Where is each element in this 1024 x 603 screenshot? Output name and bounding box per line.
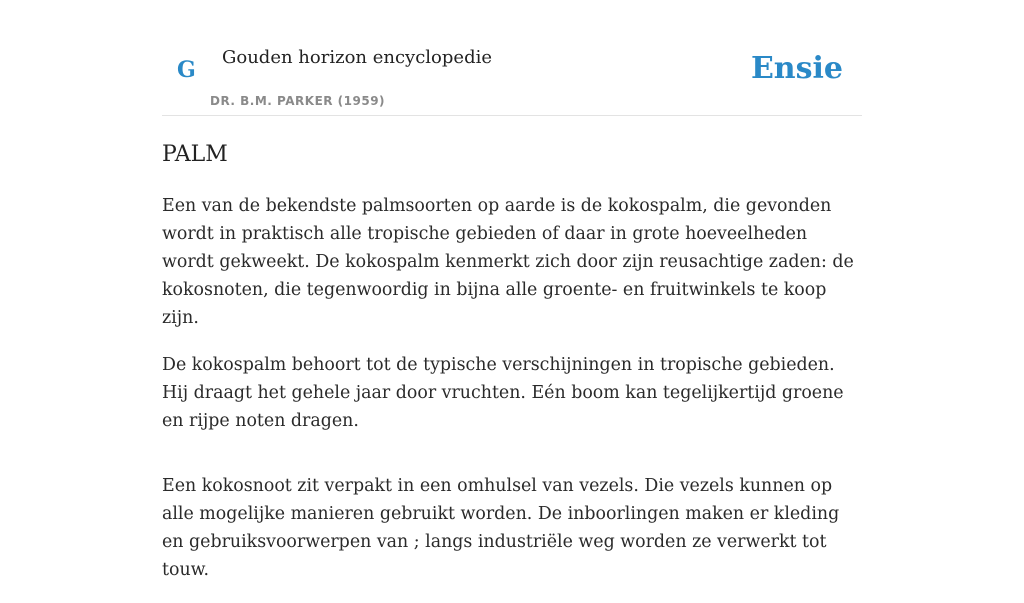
entry-paragraph: De kokospalm behoort tot de typische verschijningen in tropische gebieden. Hij draagt het gehele jaar door vruchten. Eén boom kan tegelijkertijd groene en rijpe noten dragen. [162, 355, 844, 431]
entry-paragraph: Een kokosnoot zit verpakt in een omhulsel van vezels. Die vezels kunnen op alle mogelijke manieren gebruikt worden. De inboorlingen maken er kleding en gebruiksvoorwerpen van ; langs industriële weg worden ze verwerkt tot touw. [162, 476, 840, 580]
book-author: DR. B.M. PARKER (1959) [210, 94, 386, 108]
book-title-link[interactable]: Gouden horizon encyclopedie [222, 47, 492, 68]
header [162, 0, 862, 116]
page [162, 0, 862, 580]
entry-body [162, 192, 864, 603]
book-logo[interactable]: G [177, 57, 196, 83]
site-logo[interactable]: Ensie [750, 51, 843, 86]
entry-title: PALM [162, 142, 228, 167]
entry-paragraph: Een van de bekendste palmsoorten op aarde is de kokospalm, die gevonden wordt in praktisch alle tropische gebieden of daar in grote hoeveelheden wordt gekweekt. De kokospalm kenmerkt zich door zijn reusachtige zaden: de kokosnoten, die tegenwoordig in bijna alle groente- en fruitwinkels te koop zijn. [162, 196, 854, 328]
